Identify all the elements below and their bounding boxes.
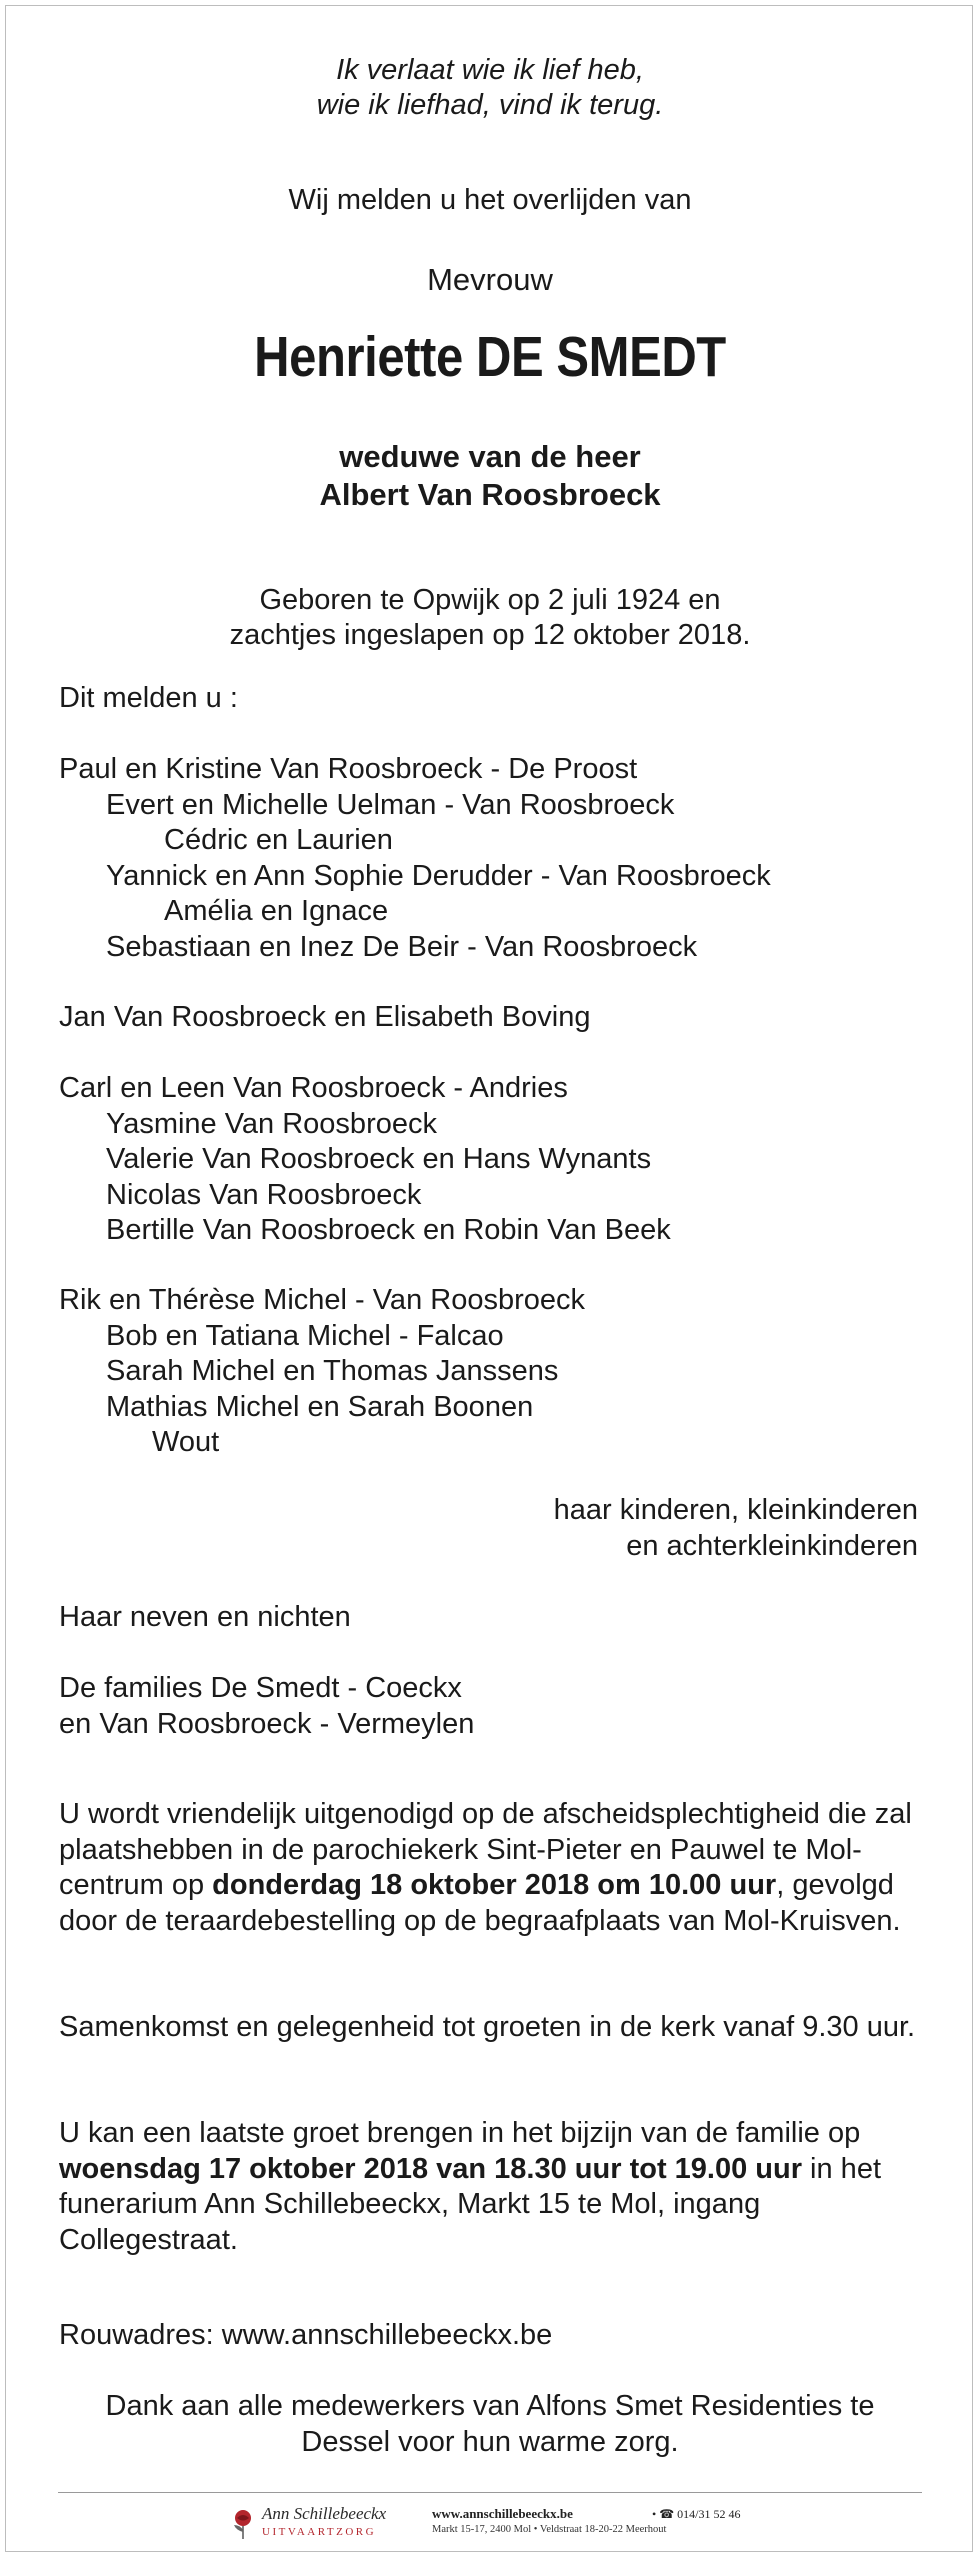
intro-text: Wij melden u het overlijden van: [288, 184, 692, 216]
footer-divider: [58, 2492, 922, 2493]
thanks-line-1: Dank aan alle medewerkers van Alfons Smet Residenties te: [105, 2390, 875, 2422]
family-member: Rik en Thérèse Michel - Van Roosbroeck: [59, 1284, 585, 1316]
ceremony-date: donderdag 18 oktober 2018 om 10.00 uur: [212, 1869, 777, 1901]
thanks-line-2: Dessel voor hun warme zorg.: [301, 2425, 679, 2458]
family-member: Sebastiaan en Inez De Beir - Van Roosbroeck: [106, 930, 698, 963]
family-member: Mathias Michel en Sarah Boonen: [106, 1390, 534, 1423]
family-group-1: [59, 752, 771, 965]
rose-icon: [226, 2506, 260, 2540]
farewell-text-1: U kan een laatste groet brengen in het bijzijn van de familie op: [59, 2117, 861, 2149]
family-member: Sarah Michel en Thomas Janssens: [106, 1355, 559, 1387]
motto: [0, 53, 980, 123]
farewell-text-2: in het funerarium Ann Schillebeeckx, Markt 15 te Mol, ingang Collegestraat.: [59, 2152, 881, 2256]
family-group-2: [59, 1000, 590, 1036]
cousins-line: Haar neven en nichten: [59, 1601, 351, 1633]
family-member: Paul en Kristine Van Roosbroeck - De Proost: [59, 753, 638, 785]
family-member: Nicolas Van Roosbroeck: [106, 1178, 422, 1211]
footer: [0, 2498, 980, 2548]
farewell-paragraph: [59, 2116, 919, 2258]
family-member: Cédric en Laurien: [164, 824, 393, 856]
family-group-3: [59, 1071, 671, 1249]
relation-line-2: en achterkleinkinderen: [626, 1529, 918, 1562]
family-member: Yannick en Ann Sophie Derudder - Van Roosbroeck: [106, 859, 771, 892]
families-line-2: en Van Roosbroeck - Vermeylen: [59, 1707, 475, 1740]
relation-text: [554, 1493, 918, 1564]
family-group-4: [59, 1283, 585, 1461]
ceremony-text-1: U wordt vriendelijk uitgenodigd op de afscheidsplechtigheid die zal plaatshebben in de parochiekerk Sint-Pieter en Pauwel te Mol-centrum op: [59, 1798, 912, 1901]
ceremony-paragraph: [59, 1797, 919, 1939]
footer-website[interactable]: www.annschillebeeckx.be: [432, 2506, 573, 2521]
salutation: Mevrouw: [427, 262, 553, 297]
gathering-paragraph: Samenkomst en gelegenheid tot groeten in de kerk vanaf 9.30 uur.: [59, 2011, 916, 2043]
birth-death-dates: [0, 583, 980, 653]
motto-line-2: wie ik liefhad, vind ik terug.: [316, 89, 664, 121]
widow-line-1: weduwe van de heer: [339, 439, 641, 474]
footer-phone: • ☎ 014/31 52 46: [652, 2507, 741, 2521]
widow-of: [0, 438, 980, 514]
family-member: Evert en Michelle Uelman - Van Roosbroeck: [106, 788, 675, 821]
footer-address: Markt 15-17, 2400 Mol • Veldstraat 18-20-22 Meerhout: [432, 2524, 667, 2535]
families-block: [59, 1671, 474, 1742]
family-member: Bertille Van Roosbroeck en Robin Van Beek: [106, 1214, 671, 1246]
deceased-name: Henriette DE SMEDT: [254, 325, 726, 389]
family-member: Jan Van Roosbroeck en Elisabeth Boving: [59, 1001, 591, 1033]
thanks-text: [0, 2389, 980, 2460]
family-heading: Dit melden u :: [59, 682, 238, 714]
company-logo-name: Ann Schillebeeckx: [262, 2504, 387, 2523]
born-line-2: zachtjes ingeslapen op 12 oktober 2018.: [229, 619, 751, 651]
ceremony-text-2: , gevolgd door de teraardebestelling op de begraafplaats van Mol-Kruisven.: [59, 1869, 901, 1937]
family-member: Valerie Van Roosbroeck en Hans Wynants: [106, 1143, 652, 1175]
family-member: Carl en Leen Van Roosbroeck - Andries: [59, 1072, 568, 1104]
relation-line-1: haar kinderen, kleinkinderen: [553, 1494, 918, 1526]
family-member: Wout: [152, 1426, 220, 1458]
family-member: Bob en Tatiana Michel - Falcao: [106, 1319, 504, 1352]
family-member: Amélia en Ignace: [164, 895, 389, 927]
company-logo-subtitle: UITVAARTZORG: [262, 2526, 377, 2538]
family-member: Yasmine Van Roosbroeck: [106, 1107, 437, 1140]
farewell-date: woensdag 17 oktober 2018 van 18.30 uur tot 19.00 uur: [59, 2152, 802, 2185]
widow-line-2: Albert Van Roosbroeck: [319, 477, 661, 512]
born-line-1: Geboren te Opwijk op 2 juli 1924 en: [259, 584, 721, 616]
motto-line-1: Ik verlaat wie ik lief heb,: [336, 54, 644, 86]
mourning-address: Rouwadres: www.annschillebeeckx.be: [59, 2319, 553, 2351]
families-line-1: De families De Smedt - Coeckx: [59, 1672, 462, 1704]
